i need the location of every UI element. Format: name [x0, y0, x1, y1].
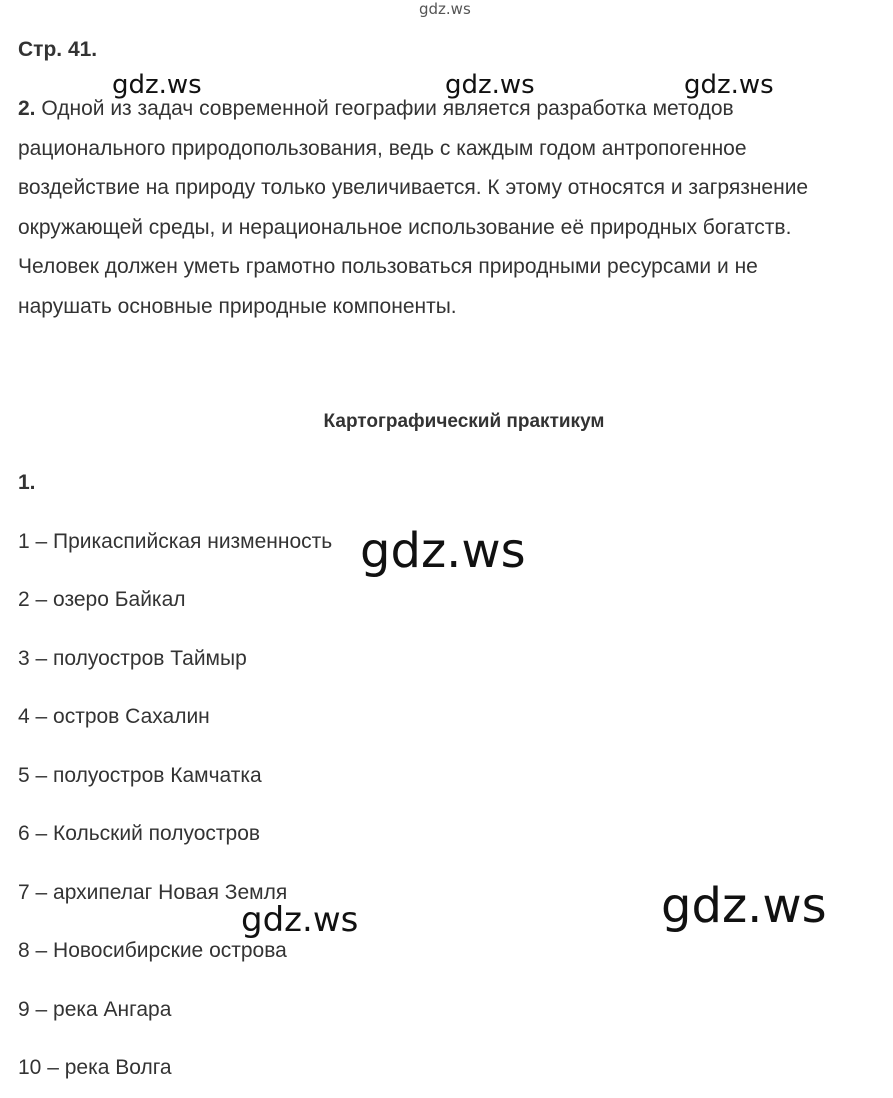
paragraph-number: 2. [18, 97, 36, 120]
answer-item: 9 – река Ангара [18, 998, 172, 1021]
watermark: gdz.ws [661, 878, 827, 934]
answer-item: 8 – Новосибирские острова [18, 939, 287, 962]
paragraph-line: окружающей среды, и нерациональное использование её природных богатств. [18, 215, 792, 239]
paragraph-line: Человек должен уметь грамотно пользоваться природными ресурсами и не [18, 255, 758, 279]
paragraph-line-text: Одной из задач современной географии является разработка методов [35, 97, 734, 120]
watermark: gdz.ws [684, 70, 774, 100]
answer-item: 1 – Прикаспийская низменность [18, 530, 333, 553]
answer-item: 4 – остров Сахалин [18, 705, 210, 728]
page-heading: Стр. 41. [18, 38, 98, 61]
section-title: Картографический практикум [323, 411, 605, 432]
watermark-top: gdz.ws [419, 0, 471, 18]
answer-paragraph [18, 89, 893, 327]
watermark: gdz.ws [445, 70, 535, 100]
watermark: gdz.ws [241, 900, 359, 940]
answer-item: 5 – полуостров Камчатка [18, 764, 262, 787]
answer-item: 2 – озеро Байкал [18, 588, 186, 611]
answer-item: 6 – Кольский полуостров [18, 822, 261, 845]
task-number: 1. [18, 471, 36, 494]
answer-item: 10 – река Волга [18, 1056, 172, 1079]
paragraph-line: нарушать основные природные компоненты. [18, 294, 457, 318]
paragraph-line: рационального природопользования, ведь с каждым годом антропогенное [18, 136, 747, 160]
answer-item: 7 – архипелаг Новая Земля [18, 881, 288, 904]
answer-item: 3 – полуостров Таймыр [18, 647, 247, 670]
watermark: gdz.ws [360, 523, 526, 579]
watermark: gdz.ws [112, 70, 202, 100]
paragraph-line: воздействие на природу только увеличивается. К этому относятся и загрязнение [18, 176, 809, 200]
